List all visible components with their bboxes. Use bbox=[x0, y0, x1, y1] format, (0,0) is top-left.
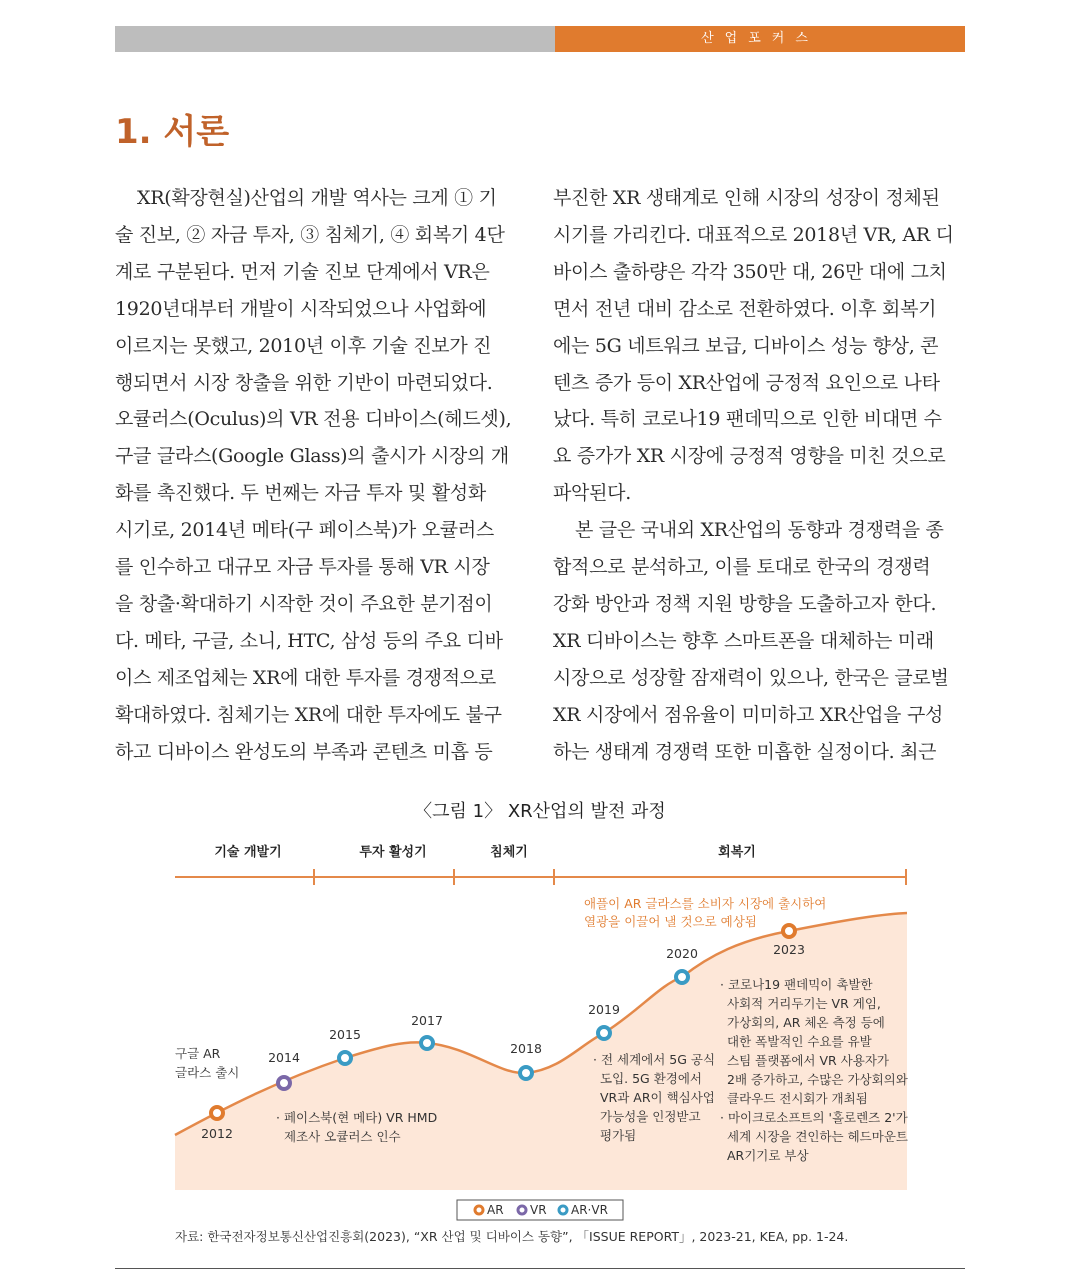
annotation-covid: 스팀 플랫폼에서 VR 사용자가 bbox=[727, 1053, 889, 1068]
annotation-google-glass: 구글 AR bbox=[175, 1046, 221, 1061]
legend-label-ar: AR bbox=[487, 1203, 504, 1217]
section-label: 산업포커스 bbox=[555, 26, 965, 52]
body-line: 1920년대부터 개발이 시작되었으나 사업화에 bbox=[115, 297, 487, 320]
figure-caption: 〈그림 1〉 XR산업의 발전 과정 bbox=[414, 801, 666, 822]
annotation-5g: · 전 세계에서 5G 공식 bbox=[593, 1052, 716, 1067]
legend-marker-ar bbox=[475, 1206, 483, 1214]
phase-label-tech: 기술 개발기 bbox=[214, 845, 282, 860]
body-line: 행되면서 시장 창출을 위한 기반이 마련되었다. bbox=[115, 371, 493, 394]
body-line: 를 인수하고 대규모 자금 투자를 통해 VR 시장 bbox=[115, 556, 490, 579]
annotation-apple: 열광을 이끌어 낼 것으로 예상됨 bbox=[584, 914, 757, 929]
annotation-covid: AR기기로 부상 bbox=[727, 1148, 809, 1163]
year-label: 2012 bbox=[201, 1126, 233, 1141]
annotation-covid: 사회적 거리두기는 VR 게임, bbox=[727, 996, 881, 1011]
milestone-marker-ar bbox=[211, 1107, 223, 1119]
year-label: 2023 bbox=[773, 942, 805, 957]
annotation-apple: 애플이 AR 글라스를 소비자 시장에 출시하여 bbox=[584, 896, 827, 911]
annotation-covid: · 마이크로소프트의 '홀로렌즈 2'가 bbox=[720, 1110, 908, 1125]
section-title: 1. 서론 bbox=[115, 112, 230, 152]
body-line: 면서 전년 대비 감소로 전환하였다. 이후 회복기 bbox=[553, 297, 937, 320]
milestone-marker-ar bbox=[783, 925, 795, 937]
body-line: 화를 촉진했다. 두 번째는 자금 투자 및 활성화 bbox=[115, 482, 486, 505]
body-line: 파악된다. bbox=[553, 482, 631, 505]
body-line: 다. 메타, 구글, 소니, HTC, 삼성 등의 주요 디바 bbox=[115, 629, 503, 652]
annotation-5g: 가능성을 인정받고 bbox=[600, 1109, 701, 1124]
annotation-covid: · 코로나19 팬데믹이 촉발한 bbox=[720, 977, 873, 992]
body-line: 시기로, 2014년 메타(구 페이스북)가 오큘러스 bbox=[115, 519, 494, 542]
body-line: 계로 구분된다. 먼저 기술 진보 단계에서 VR은 bbox=[115, 260, 490, 283]
year-label: 2015 bbox=[329, 1027, 361, 1042]
annotation-google-glass: 글라스 출시 bbox=[175, 1065, 240, 1080]
body-line: 강화 방안과 정책 지원 방향을 도출하고자 한다. bbox=[553, 592, 937, 615]
bottom-rule bbox=[115, 1268, 965, 1269]
body-line: 부진한 XR 생태계로 인해 시장의 성장이 정체된 bbox=[553, 187, 940, 209]
annotation-covid: 2배 증가하고, 수많은 가상회의와 bbox=[727, 1072, 908, 1087]
year-label: 2020 bbox=[666, 946, 698, 961]
phase-label-invest: 투자 활성기 bbox=[359, 845, 427, 860]
annotation-oculus: 제조사 오큘러스 인수 bbox=[284, 1129, 401, 1144]
legend-label-vr: VR bbox=[530, 1203, 547, 1217]
body-line: 오큘러스(Oculus)의 VR 전용 디바이스(헤드셋), bbox=[115, 408, 512, 431]
body-line: 구글 글라스(Google Glass)의 출시가 시장의 개 bbox=[115, 445, 509, 468]
body-line: 요 증가가 XR 시장에 긍정적 영향을 미친 것으로 bbox=[553, 445, 946, 468]
milestone-marker-arvr bbox=[421, 1037, 433, 1049]
milestone-marker-arvr bbox=[339, 1052, 351, 1064]
milestone-marker-arvr bbox=[520, 1067, 532, 1079]
body-line: 하고 디바이스 완성도의 부족과 콘텐츠 미흡 등 bbox=[115, 740, 493, 763]
year-label: 2019 bbox=[588, 1002, 620, 1017]
body-line: 에는 5G 네트워크 보급, 디바이스 성능 향상, 콘 bbox=[553, 334, 939, 357]
body-line: 시기를 가리킨다. 대표적으로 2018년 VR, AR 디 bbox=[553, 223, 954, 246]
body-line: 합적으로 분석하고, 이를 토대로 한국의 경쟁력 bbox=[553, 556, 931, 579]
milestone-marker-vr bbox=[278, 1077, 290, 1089]
annotation-covid: 가상회의, AR 체온 측정 등에 bbox=[727, 1015, 885, 1030]
annotation-covid: 세계 시장을 견인하는 헤드마운트 bbox=[727, 1129, 908, 1144]
body-line: 시장으로 성장할 잠재력이 있으나, 한국은 글로벌 bbox=[553, 666, 949, 689]
body-line: 본 글은 국내외 XR산업의 동향과 경쟁력을 종 bbox=[575, 519, 944, 542]
annotation-oculus: · 페이스북(현 메타) VR HMD bbox=[276, 1110, 438, 1125]
annotation-covid: 대한 폭발적인 수요를 유발 bbox=[727, 1034, 872, 1049]
milestone-marker-arvr bbox=[676, 971, 688, 983]
body-line: 하는 생태계 경쟁력 또한 미흡한 실정이다. 최근 bbox=[553, 740, 937, 763]
body-line: 이르지는 못했고, 2010년 이후 기술 진보가 진 bbox=[115, 334, 492, 357]
body-line: 술 진보, ② 자금 투자, ③ 침체기, ④ 회복기 4단 bbox=[115, 223, 505, 246]
body-line: 났다. 특히 코로나19 팬데믹으로 인한 비대면 수 bbox=[553, 408, 942, 431]
milestone-marker-arvr bbox=[598, 1027, 610, 1039]
body-line: 확대하였다. 침체기는 XR에 대한 투자에도 불구 bbox=[115, 703, 502, 726]
year-label: 2018 bbox=[510, 1041, 542, 1056]
phase-label-recovery: 회복기 bbox=[718, 845, 756, 860]
year-label: 2014 bbox=[268, 1050, 300, 1065]
annotation-5g: 평가됨 bbox=[600, 1128, 637, 1143]
body-line: XR 시장에서 점유율이 미미하고 XR산업을 구성 bbox=[553, 703, 944, 726]
body-line: XR 디바이스는 향후 스마트폰을 대체하는 미래 bbox=[553, 629, 934, 652]
legend-marker-vr bbox=[518, 1206, 526, 1214]
body-line: 을 창출·확대하기 시작한 것이 주요한 분기점이 bbox=[115, 592, 493, 615]
annotation-covid: 클라우드 전시회가 개최됨 bbox=[727, 1091, 868, 1106]
body-line: 이스 제조업체는 XR에 대한 투자를 경쟁적으로 bbox=[115, 666, 496, 689]
legend-marker-arvr bbox=[559, 1206, 567, 1214]
body-line: 텐츠 증가 등이 XR산업에 긍정적 요인으로 나타 bbox=[553, 371, 940, 394]
annotation-5g: VR과 AR이 핵심사업 bbox=[600, 1090, 715, 1105]
body-line: 바이스 출하량은 각각 350만 대, 26만 대에 그치 bbox=[553, 260, 947, 283]
legend-label-arvr: AR·VR bbox=[571, 1203, 608, 1217]
phase-label-stagnation: 침체기 bbox=[490, 845, 528, 860]
body-line: XR(확장현실)산업의 개발 역사는 크게 ① 기 bbox=[137, 187, 497, 209]
annotation-5g: 도입. 5G 환경에서 bbox=[600, 1071, 703, 1086]
year-label: 2017 bbox=[411, 1013, 443, 1028]
source-note: 자료: 한국전자정보통신산업진흥회(2023), “XR 산업 및 디바이스 동향”, 「ISSUE REPORT」, 2023-21, KEA, pp. 1-24. bbox=[175, 1229, 849, 1244]
